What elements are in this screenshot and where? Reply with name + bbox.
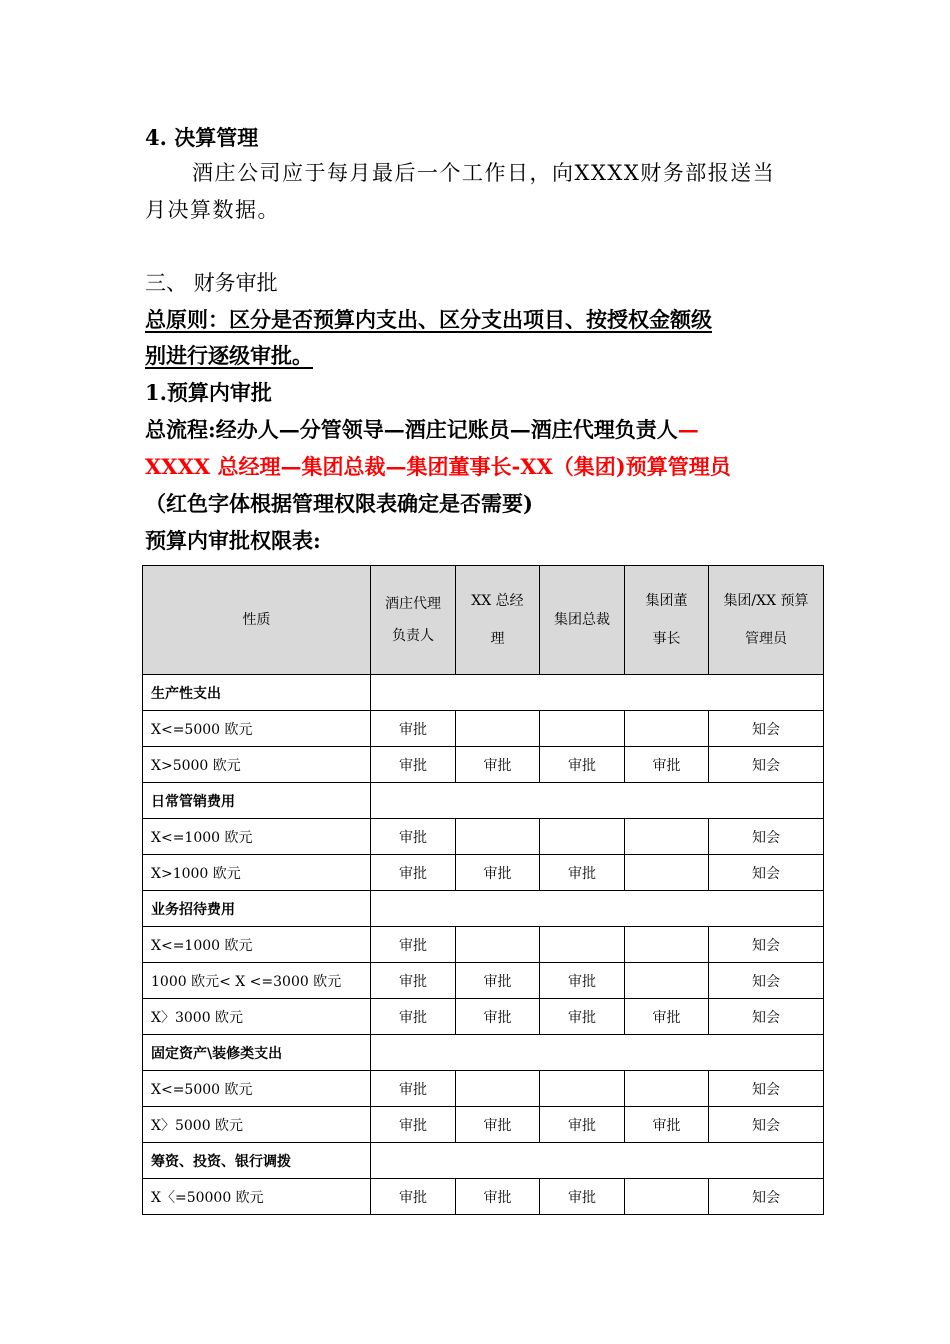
approval-cell: 审批: [540, 999, 625, 1035]
approval-cell: 审批: [371, 1071, 456, 1107]
table-category-row: [143, 675, 824, 711]
approval-cell: 审批: [456, 855, 540, 891]
approval-cell: 知会: [709, 855, 824, 891]
settlement-paragraph-line-1: 酒庄公司应于每月最后一个工作日，向XXXX财务部报送当: [192, 161, 776, 185]
category-label: 业务招待费用: [143, 891, 371, 927]
category-label: 筹资、投资、银行调拨: [143, 1143, 371, 1179]
approval-cell: 知会: [709, 999, 824, 1035]
condition-cell: X<=1000 欧元: [143, 927, 371, 963]
approval-cell: 审批: [540, 963, 625, 999]
condition-cell: 1000 欧元< X <=3000 欧元: [143, 963, 371, 999]
table-row: [143, 1107, 824, 1143]
condition-cell: X>1000 欧元: [143, 855, 371, 891]
header-xx-gm: [456, 566, 540, 675]
approval-cell: 审批: [540, 855, 625, 891]
header-group-president: [540, 566, 625, 675]
approval-cell: 审批: [456, 1107, 540, 1143]
approval-cell: [625, 1179, 709, 1215]
approval-cell: 审批: [371, 1179, 456, 1215]
table-title: 预算内审批权限表:: [145, 528, 321, 553]
approval-cell: [625, 963, 709, 999]
approval-cell: 知会: [709, 711, 824, 747]
approval-cell: 审批: [540, 1179, 625, 1215]
approval-cell: 审批: [371, 999, 456, 1035]
approval-cell: 审批: [625, 747, 709, 783]
condition-cell: X<=5000 欧元: [143, 1071, 371, 1107]
general-principle-line-2: 别进行逐级审批。: [145, 343, 313, 368]
approval-cell: 审批: [625, 999, 709, 1035]
approval-cell: [625, 819, 709, 855]
table-row: [143, 855, 824, 891]
table-row: [143, 927, 824, 963]
condition-cell: X>5000 欧元: [143, 747, 371, 783]
approval-flow-note: （红色字体根据管理权限表确定是否需要): [145, 491, 533, 516]
category-empty-cell: [371, 1143, 824, 1179]
approval-authority-table: [142, 565, 824, 1215]
header-budget-admin-text: 集团/XX 预算管理员: [723, 593, 809, 647]
table-category-row: [143, 891, 824, 927]
approval-cell: 审批: [371, 963, 456, 999]
category-empty-cell: [371, 675, 824, 711]
header-group-president-text: 集团总裁: [554, 612, 610, 628]
approval-cell: [540, 819, 625, 855]
category-empty-cell: [371, 783, 824, 819]
category-label: 固定资产\装修类支出: [143, 1035, 371, 1071]
header-xx-gm-text: XX 总经理: [471, 593, 524, 647]
table-row: [143, 1071, 824, 1107]
header-budget-admin: [709, 566, 824, 675]
general-principle-line-1: 总原则：区分是否预算内支出、区分支出项目、按授权金额级: [145, 307, 712, 332]
approval-cell: 知会: [709, 747, 824, 783]
header-group-chairman-text: 集团董事长: [645, 593, 688, 647]
approval-cell: [456, 819, 540, 855]
approval-cell: 审批: [456, 999, 540, 1035]
table-category-row: [143, 1035, 824, 1071]
approval-cell: 审批: [540, 1107, 625, 1143]
table-row: [143, 819, 824, 855]
settlement-paragraph-line-2: 月决算数据。: [145, 198, 280, 222]
condition-cell: X〈=50000 欧元: [143, 1179, 371, 1215]
section-heading-settlement: 4. 决算管理: [145, 125, 259, 150]
approval-cell: 审批: [371, 711, 456, 747]
approval-flow-red-dash: —: [677, 417, 699, 442]
approval-cell: 知会: [709, 1071, 824, 1107]
section-heading-financial-approval: 三、 财务审批: [145, 271, 278, 295]
approval-cell: 知会: [709, 819, 824, 855]
approval-cell: 审批: [371, 927, 456, 963]
approval-cell: 审批: [371, 855, 456, 891]
approval-cell: 审批: [371, 819, 456, 855]
table-header-row: [143, 566, 824, 675]
condition-cell: X〉5000 欧元: [143, 1107, 371, 1143]
table-row: [143, 747, 824, 783]
category-empty-cell: [371, 1035, 824, 1071]
table-row: [143, 1179, 824, 1215]
approval-cell: [625, 927, 709, 963]
approval-cell: 审批: [371, 747, 456, 783]
header-group-chairman: [625, 566, 709, 675]
approval-cell: [456, 927, 540, 963]
table-row: [143, 711, 824, 747]
table-category-row: [143, 783, 824, 819]
approval-cell: [456, 711, 540, 747]
approval-cell: [625, 711, 709, 747]
category-label: 日常管销费用: [143, 783, 371, 819]
approval-cell: 审批: [371, 1107, 456, 1143]
table-body: [143, 675, 824, 1215]
approval-cell: 审批: [625, 1107, 709, 1143]
approval-cell: [540, 927, 625, 963]
approval-cell: 知会: [709, 1179, 824, 1215]
approval-cell: 知会: [709, 1107, 824, 1143]
approval-cell: [540, 1071, 625, 1107]
approval-cell: [625, 1071, 709, 1107]
table-category-row: [143, 1143, 824, 1179]
approval-cell: 知会: [709, 963, 824, 999]
condition-cell: X<=1000 欧元: [143, 819, 371, 855]
approval-cell: 审批: [456, 747, 540, 783]
approval-cell: [456, 1071, 540, 1107]
approval-cell: 审批: [456, 1179, 540, 1215]
table-row: [143, 999, 824, 1035]
category-label: 生产性支出: [143, 675, 371, 711]
approval-cell: 知会: [709, 927, 824, 963]
approval-cell: [540, 711, 625, 747]
approval-flow-line-2: XXXX 总经理—集团总裁—集团董事长-XX（集团)预算管理员: [145, 454, 731, 479]
approval-flow-black-part: 总流程:经办人—分管领导—酒庄记账员—酒庄代理负责人: [145, 417, 678, 442]
header-winery-agent-text: 酒庄代理负责人: [385, 596, 441, 644]
approval-cell: [625, 855, 709, 891]
table-row: [143, 963, 824, 999]
header-winery-agent: [371, 566, 456, 675]
subsection-heading-budget-approval: 1.预算内审批: [145, 380, 272, 405]
approval-flow-line-1: [145, 415, 699, 445]
condition-cell: X〉3000 欧元: [143, 999, 371, 1035]
approval-cell: 审批: [540, 747, 625, 783]
header-nature: 性质: [143, 566, 371, 675]
condition-cell: X<=5000 欧元: [143, 711, 371, 747]
category-empty-cell: [371, 891, 824, 927]
approval-cell: 审批: [456, 963, 540, 999]
